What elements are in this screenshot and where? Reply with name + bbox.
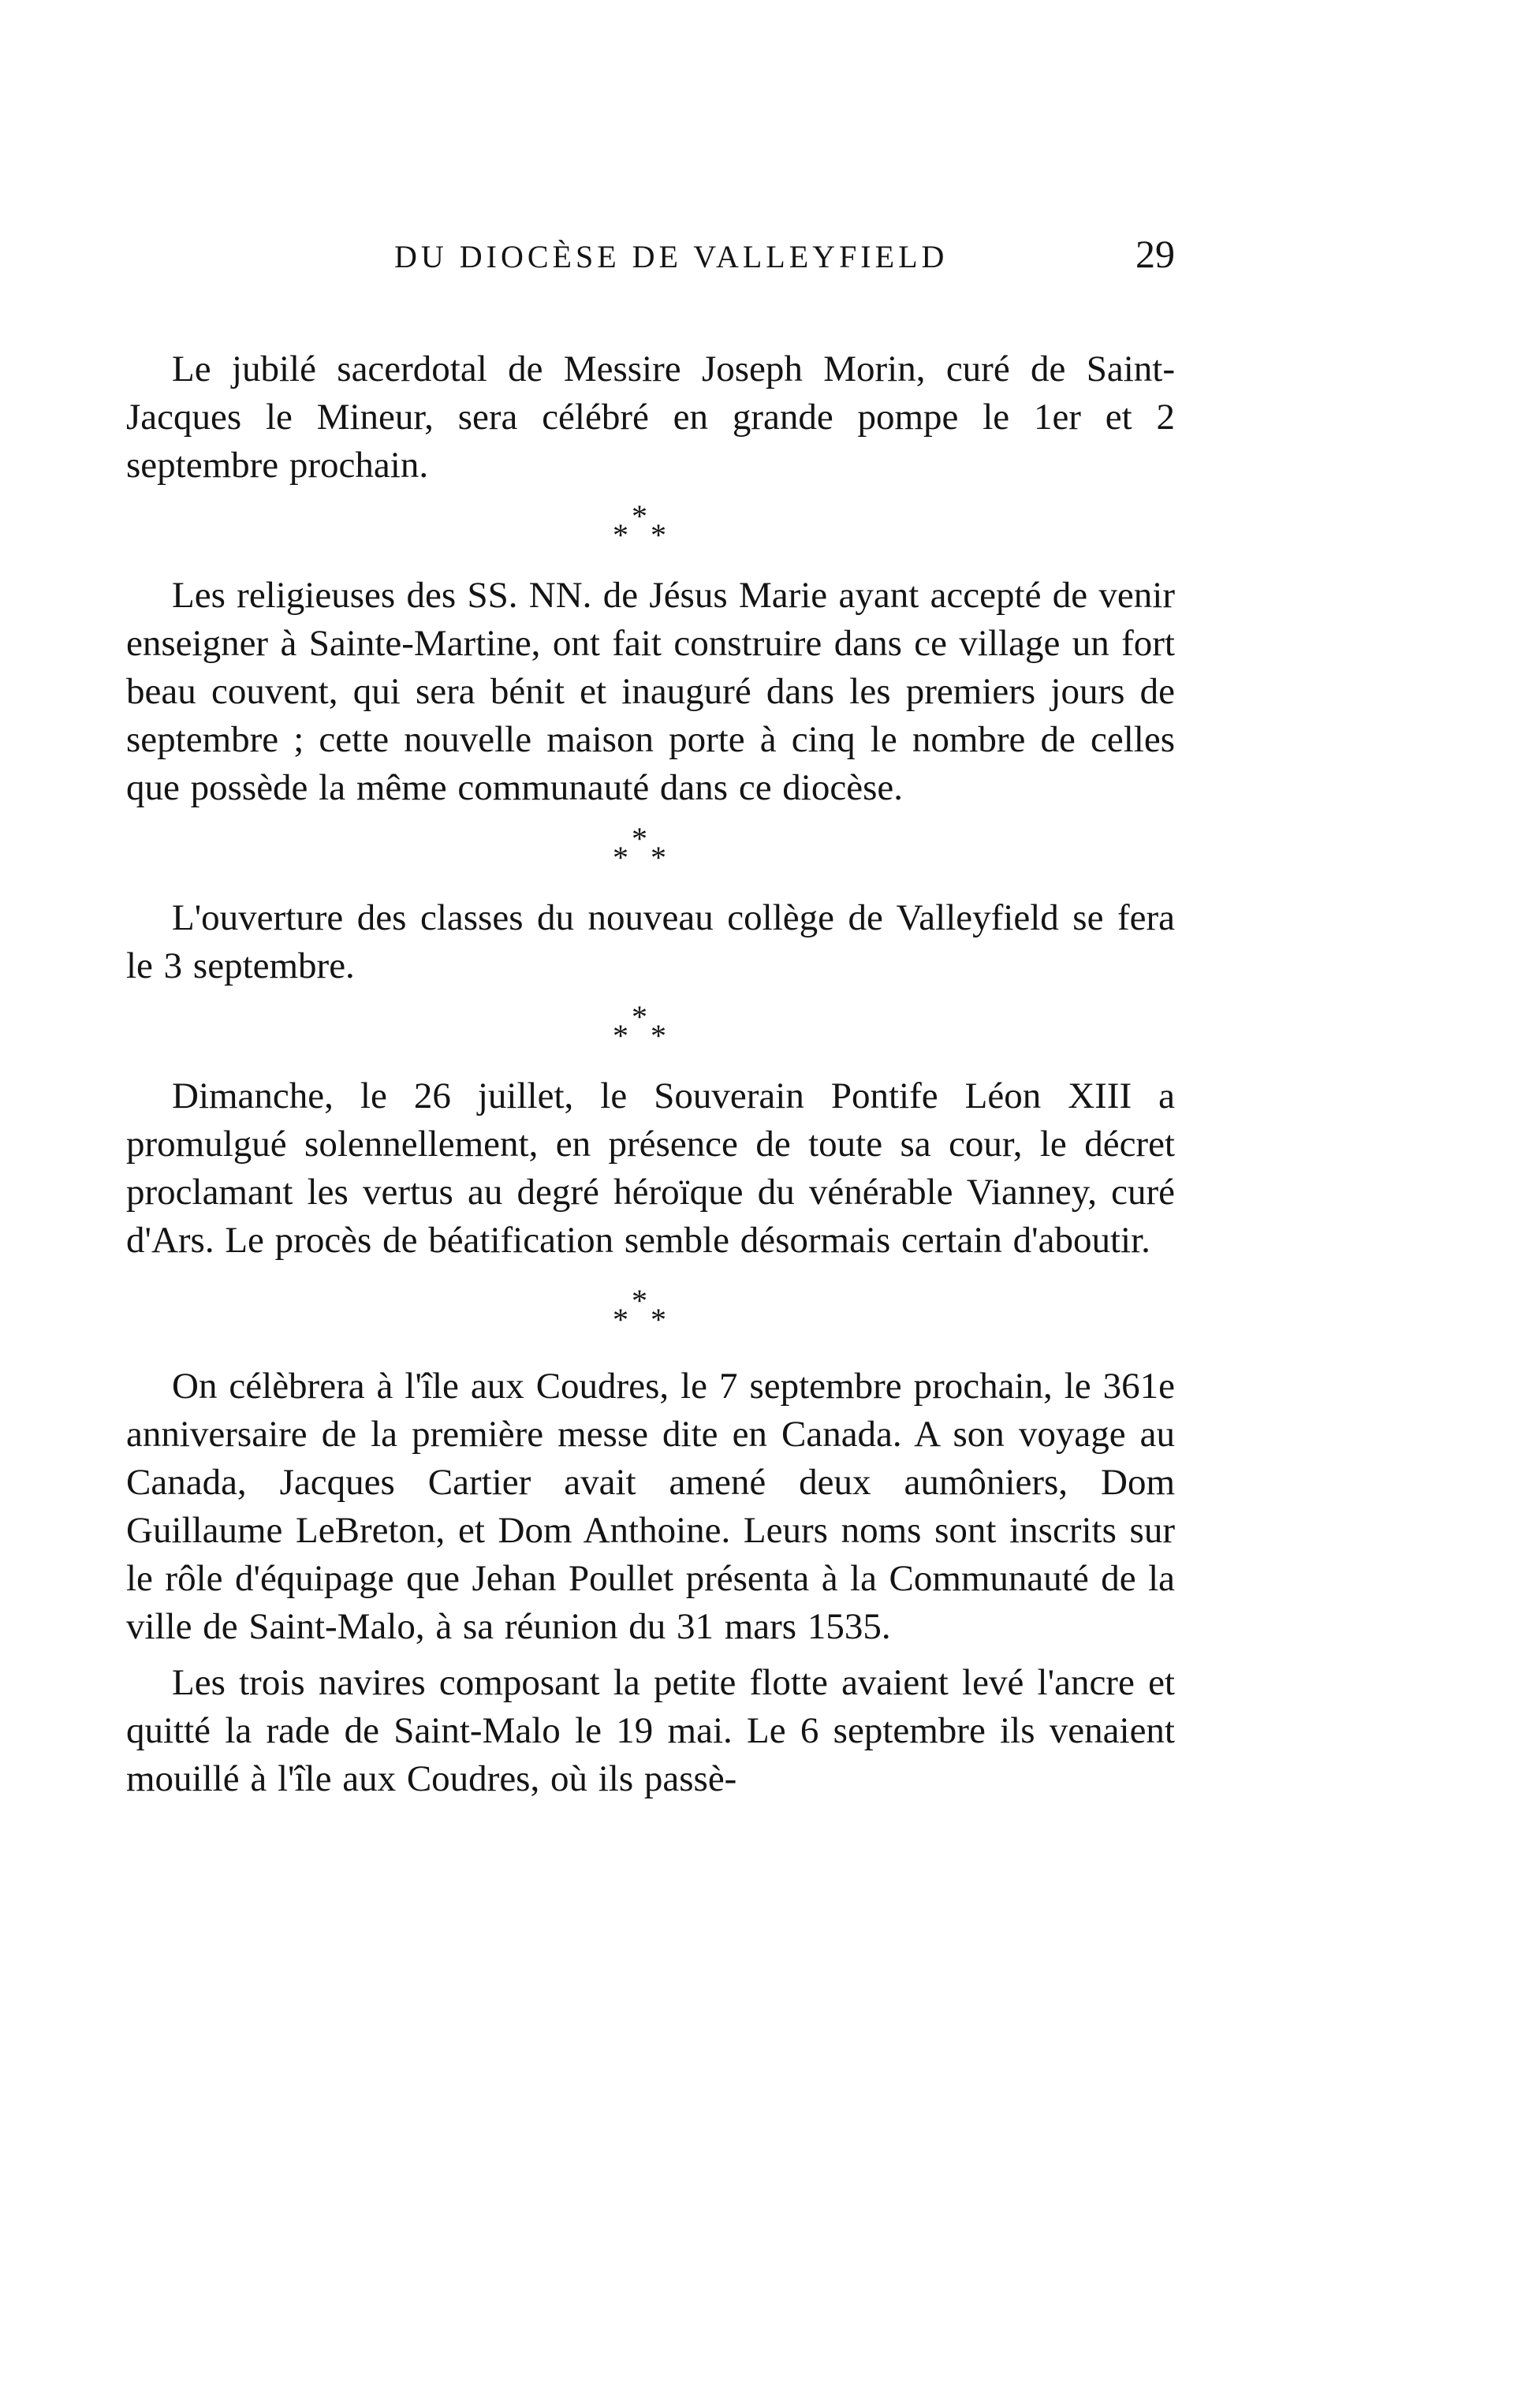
- asterism-star: *: [632, 498, 647, 534]
- asterism-star: *: [651, 1018, 666, 1053]
- asterism-star: *: [651, 840, 666, 875]
- asterism-star: *: [651, 1302, 666, 1337]
- paragraph-convent: Les religieuses des SS. NN. de Jésus Marie ayant accepté de venir enseigner à Sainte-Martine, ont fait construire dans ce village un fort beau couvent, qui sera bénit et inauguré dans les premiers jours de septembre ; cette nouvelle maison porte à cinq le nombre de celles que possède la même communauté dans ce diocèse.: [126, 575, 1175, 808]
- asterism-star: *: [613, 840, 628, 875]
- paragraph-vianney: Dimanche, le 26 juillet, le Souverain Pontife Léon XIII a promulgué solennellement, en présence de toute sa cour, le décret proclamant les vertus au degré héroïque du vénérable Vianney, curé d'Ars. Le procès de béatification semble désormais certain d'aboutir.: [126, 1075, 1175, 1261]
- asterism-star: *: [613, 517, 628, 553]
- paragraph-coudres: On célèbrera à l'île aux Coudres, le 7 septembre prochain, le 361e anniversaire de la première messe dite en Canada. A son voyage au Canada, Jacques Cartier avait amené deux aumôniers, Dom Guillaume LeBreton, et Dom Anthoine. Leurs noms sont inscrits sur le rôle d'équipage que Jehan Poullet présenta à la Communauté de la ville de Saint-Malo, à sa réunion du 31 mars 1535.: [126, 1366, 1175, 1647]
- running-header: [126, 230, 1175, 281]
- asterism-star: *: [613, 1018, 628, 1053]
- paragraph-navires: Les trois navires composant la petite flotte avaient levé l'ancre et quitté la rade de Saint-Malo le 19 mai. Le 6 septembre ils venaient mouillé à l'île aux Coudres, où ils passè-: [126, 1662, 1175, 1799]
- asterism-star: *: [632, 821, 647, 856]
- page-number: 29: [1135, 232, 1175, 276]
- asterism-star: *: [632, 999, 647, 1034]
- page-body: [126, 345, 1175, 1803]
- paragraph-jubilee: Le jubilé sacerdotal de Messire Joseph Morin, curé de Saint-Jacques le Mineur, sera célébré en grande pompe le 1er et 2 septembre prochain.: [126, 349, 1175, 486]
- asterism-separator: [126, 1265, 1175, 1362]
- asterism-separator: [126, 490, 1175, 572]
- paragraph-college: L'ouverture des classes du nouveau collège de Valleyfield se fera le 3 septembre.: [126, 897, 1175, 986]
- asterism-separator: [126, 990, 1175, 1072]
- asterism-star: *: [651, 517, 666, 553]
- asterism-separator: [126, 812, 1175, 894]
- running-title: DU DIOCÈSE DE VALLEYFIELD: [394, 239, 949, 274]
- asterism-star: *: [632, 1283, 647, 1318]
- asterism-star: *: [613, 1302, 628, 1337]
